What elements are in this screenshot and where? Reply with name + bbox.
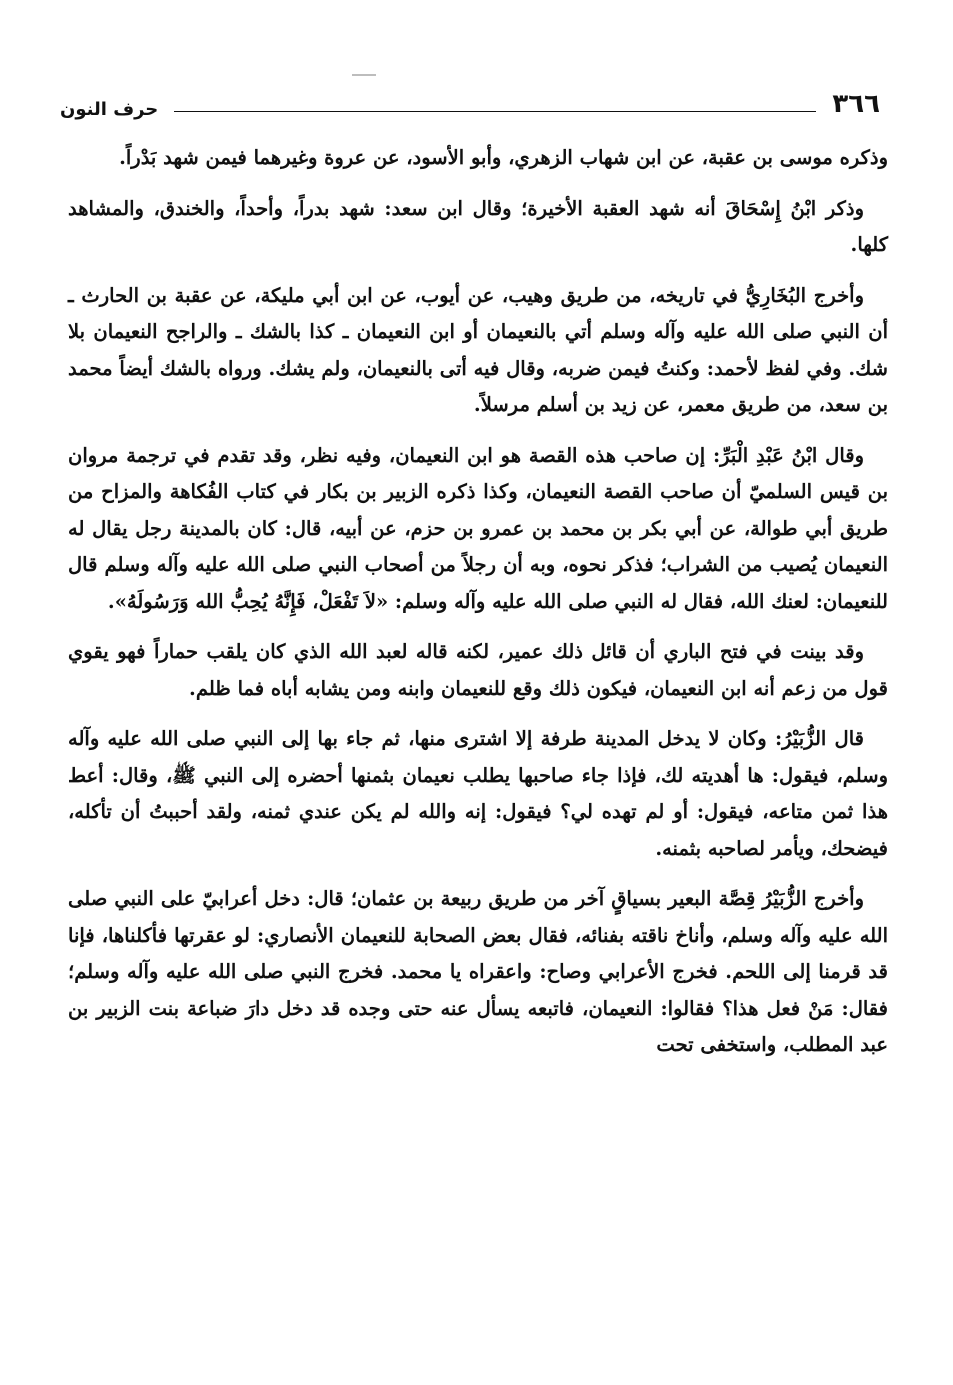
- scan-mark: [352, 74, 376, 76]
- header-rule: [174, 111, 816, 112]
- page-number: ٣٦٦: [832, 89, 880, 119]
- paragraph: وقال ابْنُ عَبْدِ الْبَرِّ: إن صاحب هذه القصة هو ابن النعيمان، وفيه نظر، وقد تقدم في ترجمة مروان بن قيس السلميّ أن صاحب القصة النعيمان، وكذا ذكره الزبير بن بكار في كتاب الفُكاهة والمزاح من طريق أبي طوالة، عن أبي بكر بن محمد بن عمرو بن حزم، عن أبيه، قال: كان بالمدينة رجل يقال له النعيمان يُصيب من الشراب؛ فذكر نحوه، وبه أن رجلاً من أصحاب النبي صلى الله عليه وآله وسلم قال للنعيمان: لعنك الله، فقال له النبي صلى الله عليه وآله وسلم: «لاَ تَفْعَلْ، فَإِنَّهُ يُحِبُّ الله وَرَسُولَهُ».: [68, 443, 888, 613]
- paragraph: وأخرج البُخَارِيُّ في تاريخه، من طريق وهيب، عن أيوب، عن ابن أبي مليكة، عن عقبة بن الحارث ـ أن النبي صلى الله عليه وآله وسلم أتي بالنعيمان أو ابن النعيمان ـ كذا بالشك ـ والراجح النعيمان بلا شك. وفي لفظ لأحمد: وكنتُ فيمن ضربه، وقال فيه أتى بالنعيمان، ولم يشك. ورواه بالشك أيضاً محمد بن سعد، من طريق معمر، عن زيد بن أسلم مرسلاً.: [68, 283, 888, 416]
- paragraph: وأخرج الزُّبَيْرُ قِصَّة البعير بسياقٍ آخر من طريق ربيعة بن عثمان؛ قال: دخل أعرابيّ على النبي صلى الله عليه وآله وسلم، وأناخ ناقته بفنائه، فقال بعض الصحابة للنعيمان الأنصاري: لو عقرتها فأكلناها، فإنا قد قرمنا إلى اللحم. فخرج الأعرابي وصاح: واعقراه يا محمد. فخرج النبي صلى الله عليه وآله وسلم؛ فقال: مَنْ فعل هذا؟ فقالوا: النعيمان، فاتبعه يسأل عنه حتى وجده قد دخل دارَ ضباعة بنت الزبير بن عبد المطلب، واستخفى تحت: [68, 887, 888, 1056]
- running-title: حرف النون: [60, 98, 159, 120]
- paragraph: وقد بينت في فتح الباري أن قائل ذلك عمير، لكنه قاله لعبد الله الذي كان يلقب حماراً فهو يقوي قول من زعم أنه ابن النعيمان، فيكون ذلك وقع للنعيمان وابنه ومن يشابه أباه فما ظلم.: [68, 640, 888, 700]
- paragraph: وذكر ابْنُ إِسْحَاقَ أنه شهد العقبة الأخيرة؛ وقال ابن سعد: شهد بدراً، وأحداً، والخندق، والمشاهد كلها.: [68, 196, 888, 256]
- page-header: [60, 84, 880, 124]
- paragraph: قال الزُّبَيْرُ: وكان لا يدخل المدينة طرفة إلا اشترى منها، ثم جاء بها إلى النبي صلى الله عليه وآله وسلم، فيقول: ها أهديته لك، فإذا جاء صاحبها يطلب نعيمان بثمنها أحضره إلى النبي ﷺ، وقال: أعط هذا ثمن متاعه، فيقول: أو لم تهده لي؟ فيقول: إنه والله لم يكن عندي ثمنه، ولقد أحببتُ أن تأكله، فيضحك، ويأمر لصاحبه بثمنه.: [68, 727, 888, 860]
- body-text: [68, 140, 888, 1078]
- paragraph: وذكره موسى بن عقبة، عن ابن شهاب الزهري، وأبو الأسود، عن عروة وغيرهما فيمن شهد بَدْراً.: [119, 146, 888, 169]
